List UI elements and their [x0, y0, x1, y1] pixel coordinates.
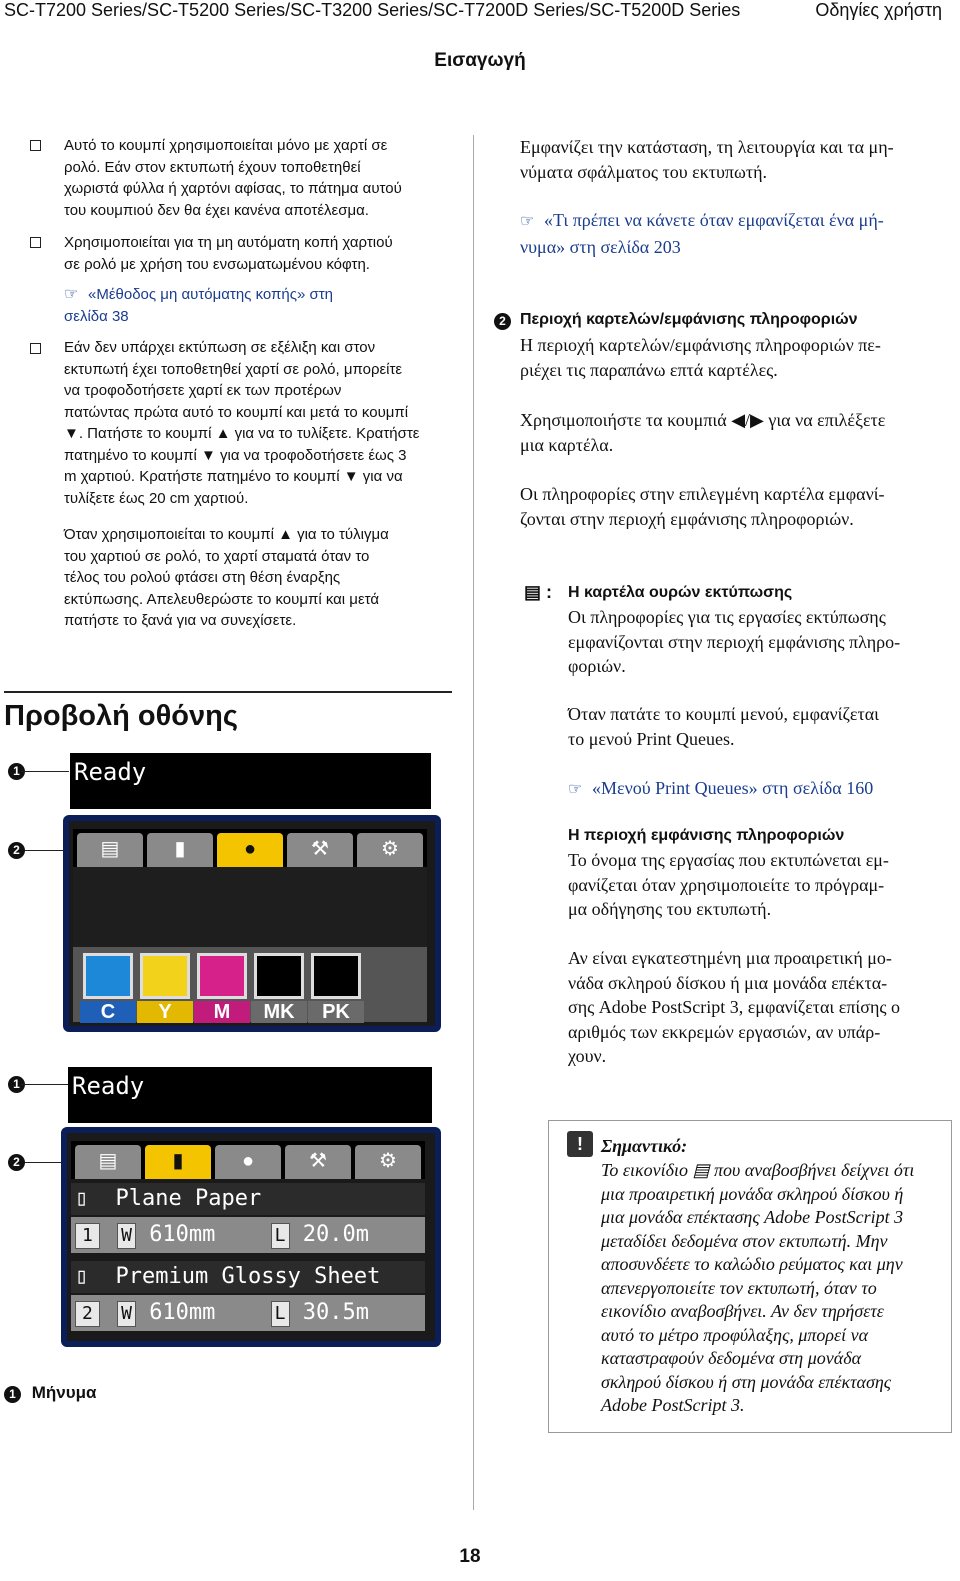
manual-cut-link[interactable]: ☞ «Μέθοδος μη αυτόματης κοπής» στη σελίδα 38: [64, 286, 333, 325]
ink-label: M: [194, 1001, 250, 1023]
column-divider: [473, 135, 474, 1510]
important-note: [548, 1120, 952, 1433]
queue-icon: ▤ :: [524, 582, 553, 602]
bullet-marker: [30, 235, 41, 252]
roll-paper-icon: ▯: [75, 1264, 89, 1289]
ink-label: MK: [251, 1001, 307, 1023]
bullet-text-1: Αυτό το κουμπί χρησιμοποιείται μόνο με χαρτί σε ρολό. Εάν στον εκτυπωτή έχουν τοποθετηθεί χωριστά φύλλα ή χαρτόνι αφίσας, το πάτημα αυτού του κουμπιού δεν θα έχει κανένα αποτέλεσμα.: [64, 137, 402, 219]
display-area-title: Η περιοχή εμφάνισης πληροφοριών: [568, 827, 845, 844]
queue-icon[interactable]: ▤: [77, 833, 143, 867]
callout-2: 2: [494, 313, 511, 330]
ink-drop-icon[interactable]: ●: [215, 1145, 281, 1179]
heading-rule: [4, 691, 452, 693]
ink-swatch: [83, 953, 133, 999]
callout-line: [25, 1162, 63, 1163]
bullet-text-2: Χρησιμοποιείται για τη μη αυτόματη κοπή χαρτιού σε ρολό με χρήση του ενσωματωμένου κόφτη.: [64, 234, 393, 273]
callout-line: [25, 850, 63, 851]
tab-bar: [71, 1141, 425, 1179]
ink-swatch: [197, 953, 247, 999]
page-number: 18: [459, 1546, 481, 1567]
paper-info-row: 2 W 610mm L 30.5m: [71, 1295, 425, 1331]
ink-cartridge-mk: [252, 953, 306, 1023]
status-description: Εμφανίζει την κατάσταση, τη λειτουργία και τα μη- νύματα σφάλματος του εκτυπωτή.: [520, 137, 894, 182]
ink-drop-icon[interactable]: ●: [217, 833, 283, 867]
lcd-paper-panel: [61, 1127, 441, 1347]
lcd-message-area: Ready: [68, 1067, 432, 1123]
ink-cartridge-y: [138, 953, 192, 1023]
settings-icon[interactable]: ⚙: [355, 1145, 421, 1179]
ink-label: Y: [137, 1001, 193, 1023]
screen-view-heading: Προβολή οθόνης: [4, 700, 238, 732]
lcd-message-area: Ready: [70, 753, 431, 809]
bullet-text-3: Εάν δεν υπάρχει εκτύπωση σε εξέλιξη και στον εκτυπωτή έχει τοποθετηθεί χαρτί σε ρολό, μπορείτε να τροφοδοτήσετε χαρτί εκ των προτέρων πατώντας πρώτα αυτό το κουμπί και μετά το κουμπί ▼. Πατήστε το κουμπί ▲ για να το τυλίξετε. Κρατήστε πατημένο το κουμπί ▼ για να τροφοδοτήσετε έως 3 m χαρτιού. Κρατήστε πατημένο το κουμπί ▼ για να τυλίξετε έως 20 cm χαρτιού.: [64, 339, 420, 507]
bullet-marker: [30, 341, 41, 358]
ink-cartridge-c: [81, 953, 135, 1023]
ink-swatch: [311, 953, 361, 999]
exclamation-icon: !: [567, 1131, 593, 1157]
lcd-tab-panel: [63, 815, 441, 1032]
ink-swatch: [254, 953, 304, 999]
callout-2: 2: [8, 842, 25, 859]
tab-select-description: Χρησιμοποιήστε τα κουμπιά ◀/▶ για να επιλέξετε μια καρτέλα.: [520, 410, 886, 455]
section-title: Εισαγωγή: [434, 50, 526, 71]
ink-cartridge-pk: [309, 953, 363, 1023]
paper-name-row: ▯ Plane Paper: [71, 1183, 425, 1215]
ink-label: PK: [308, 1001, 364, 1023]
tab-area-title: Περιοχή καρτελών/εμφάνισης πληροφοριών: [520, 311, 858, 328]
queue-icon[interactable]: ▤: [75, 1145, 141, 1179]
paper-icon[interactable]: ▮: [145, 1145, 211, 1179]
bullet-marker: [30, 138, 41, 155]
queue-tab-description: Οι πληροφορίες για τις εργασίες εκτύπωσης εμφανίζονται στην περιοχή εμφάνισης πληρο- φοριών.: [568, 607, 901, 676]
hdd-description: Αν είναι εγκατεστημένη μια προαιρετική μο- νάδα σκληρού δίσκου ή μια μονάδα επέκτα- σης Adobe PostScript 3, εμφανίζεται επίσης ο αριθμός των εκκρεμών εργασιών, αν υπάρ- χουν.: [568, 948, 901, 1066]
important-title: Σημαντικό:: [601, 1136, 688, 1156]
maintenance-icon[interactable]: ⚒: [285, 1145, 351, 1179]
display-area-description: Το όνομα της εργασίας που εκτυπώνεται εμ- φανίζεται όταν χρησιμοποιείτε το πρόγραμ- μα οδήγησης του εκτυπωτή.: [568, 850, 889, 919]
callout-1: 1: [8, 1076, 25, 1093]
settings-icon[interactable]: ⚙: [357, 833, 423, 867]
paper-info-row: 1 W 610mm L 20.0m: [71, 1217, 425, 1253]
callout-line: [21, 771, 69, 772]
legend-message: 1 Μήνυμα: [4, 1383, 96, 1403]
important-text: Το εικονίδιο ▤ που αναβοσβήνει δείχνει ότι μια προαιρετική μονάδα σκληρού δίσκου ή μια μονάδα επέκτασης Adobe PostScript 3 μεταδίδει δεδομένα στον εκτυπωτή. Μην αποσυνδέετε το καλώδιο ρεύματος και μην απενεργοποιείτε τον εκτυπωτή, όταν το εικονίδιο αναβοσβήνει. Αν δεν τηρήσετε αυτό το μέτρο προφύλαξης, μπορεί να καταστραφούν δεδομένα στη μονάδα σκληρού δίσκου ή στη μονάδα επέκτασης Adobe PostScript 3.: [601, 1160, 915, 1415]
pointer-hand-icon: ☞: [568, 781, 583, 798]
callout-line: [21, 1084, 69, 1085]
queue-tab-title: Η καρτέλα ουρών εκτύπωσης: [568, 584, 793, 601]
doc-series-title: SC-T7200 Series/SC-T5200 Series/SC-T3200 Series/SC-T7200D Series/SC-T5200D Series: [4, 0, 741, 20]
ink-label: C: [80, 1001, 136, 1023]
print-queues-link[interactable]: ☞ «Μενού Print Queues» στη σελίδα 160: [568, 776, 953, 803]
callout-1: 1: [8, 763, 25, 780]
tab-bar: [73, 829, 427, 867]
tab-area-description: Η περιοχή καρτελών/εμφάνισης πληροφοριών πε- ριέχει τις παραπάνω επτά καρτέλες.: [520, 335, 881, 380]
pointer-hand-icon: ☞: [520, 213, 535, 230]
callout-2: 2: [8, 1154, 25, 1171]
roll-paper-icon: ▯: [75, 1186, 89, 1211]
info-description: Οι πληροφορίες στην επιλεγμένη καρτέλα εμφανί- ζονται στην περιοχή εμφάνισης πληροφοριών.: [520, 484, 885, 529]
ink-cartridge-m: [195, 953, 249, 1023]
pointer-hand-icon: ☞: [64, 286, 79, 303]
rewind-paragraph: Όταν χρησιμοποιείται το κουμπί ▲ για το τύλιγμα του χαρτιού σε ρολό, το χαρτί σταματά όταν το τέλος του ρολού φτάσει στη θέση έναρξης εκτύπωσης. Απελευθερώστε το κουμπί και μετά πατήστε το ξανά για να συνεχίσετε.: [64, 526, 389, 629]
menu-description: Όταν πατάτε το κουμπί μενού, εμφανίζεται το μενού Print Queues.: [568, 704, 879, 749]
paper-name-row: ▯ Premium Glossy Sheet: [71, 1261, 425, 1293]
paper-icon[interactable]: ▮: [147, 833, 213, 867]
ink-swatch: [140, 953, 190, 999]
maintenance-icon[interactable]: ⚒: [287, 833, 353, 867]
doc-guide-title: Οδηγίες χρήστη: [815, 0, 942, 20]
ink-levels: [81, 953, 363, 1023]
error-message-link[interactable]: ☞ «Τι πρέπει να κάνετε όταν εμφανίζεται ένα μή- νυμα» στη σελίδα 203: [520, 210, 884, 257]
